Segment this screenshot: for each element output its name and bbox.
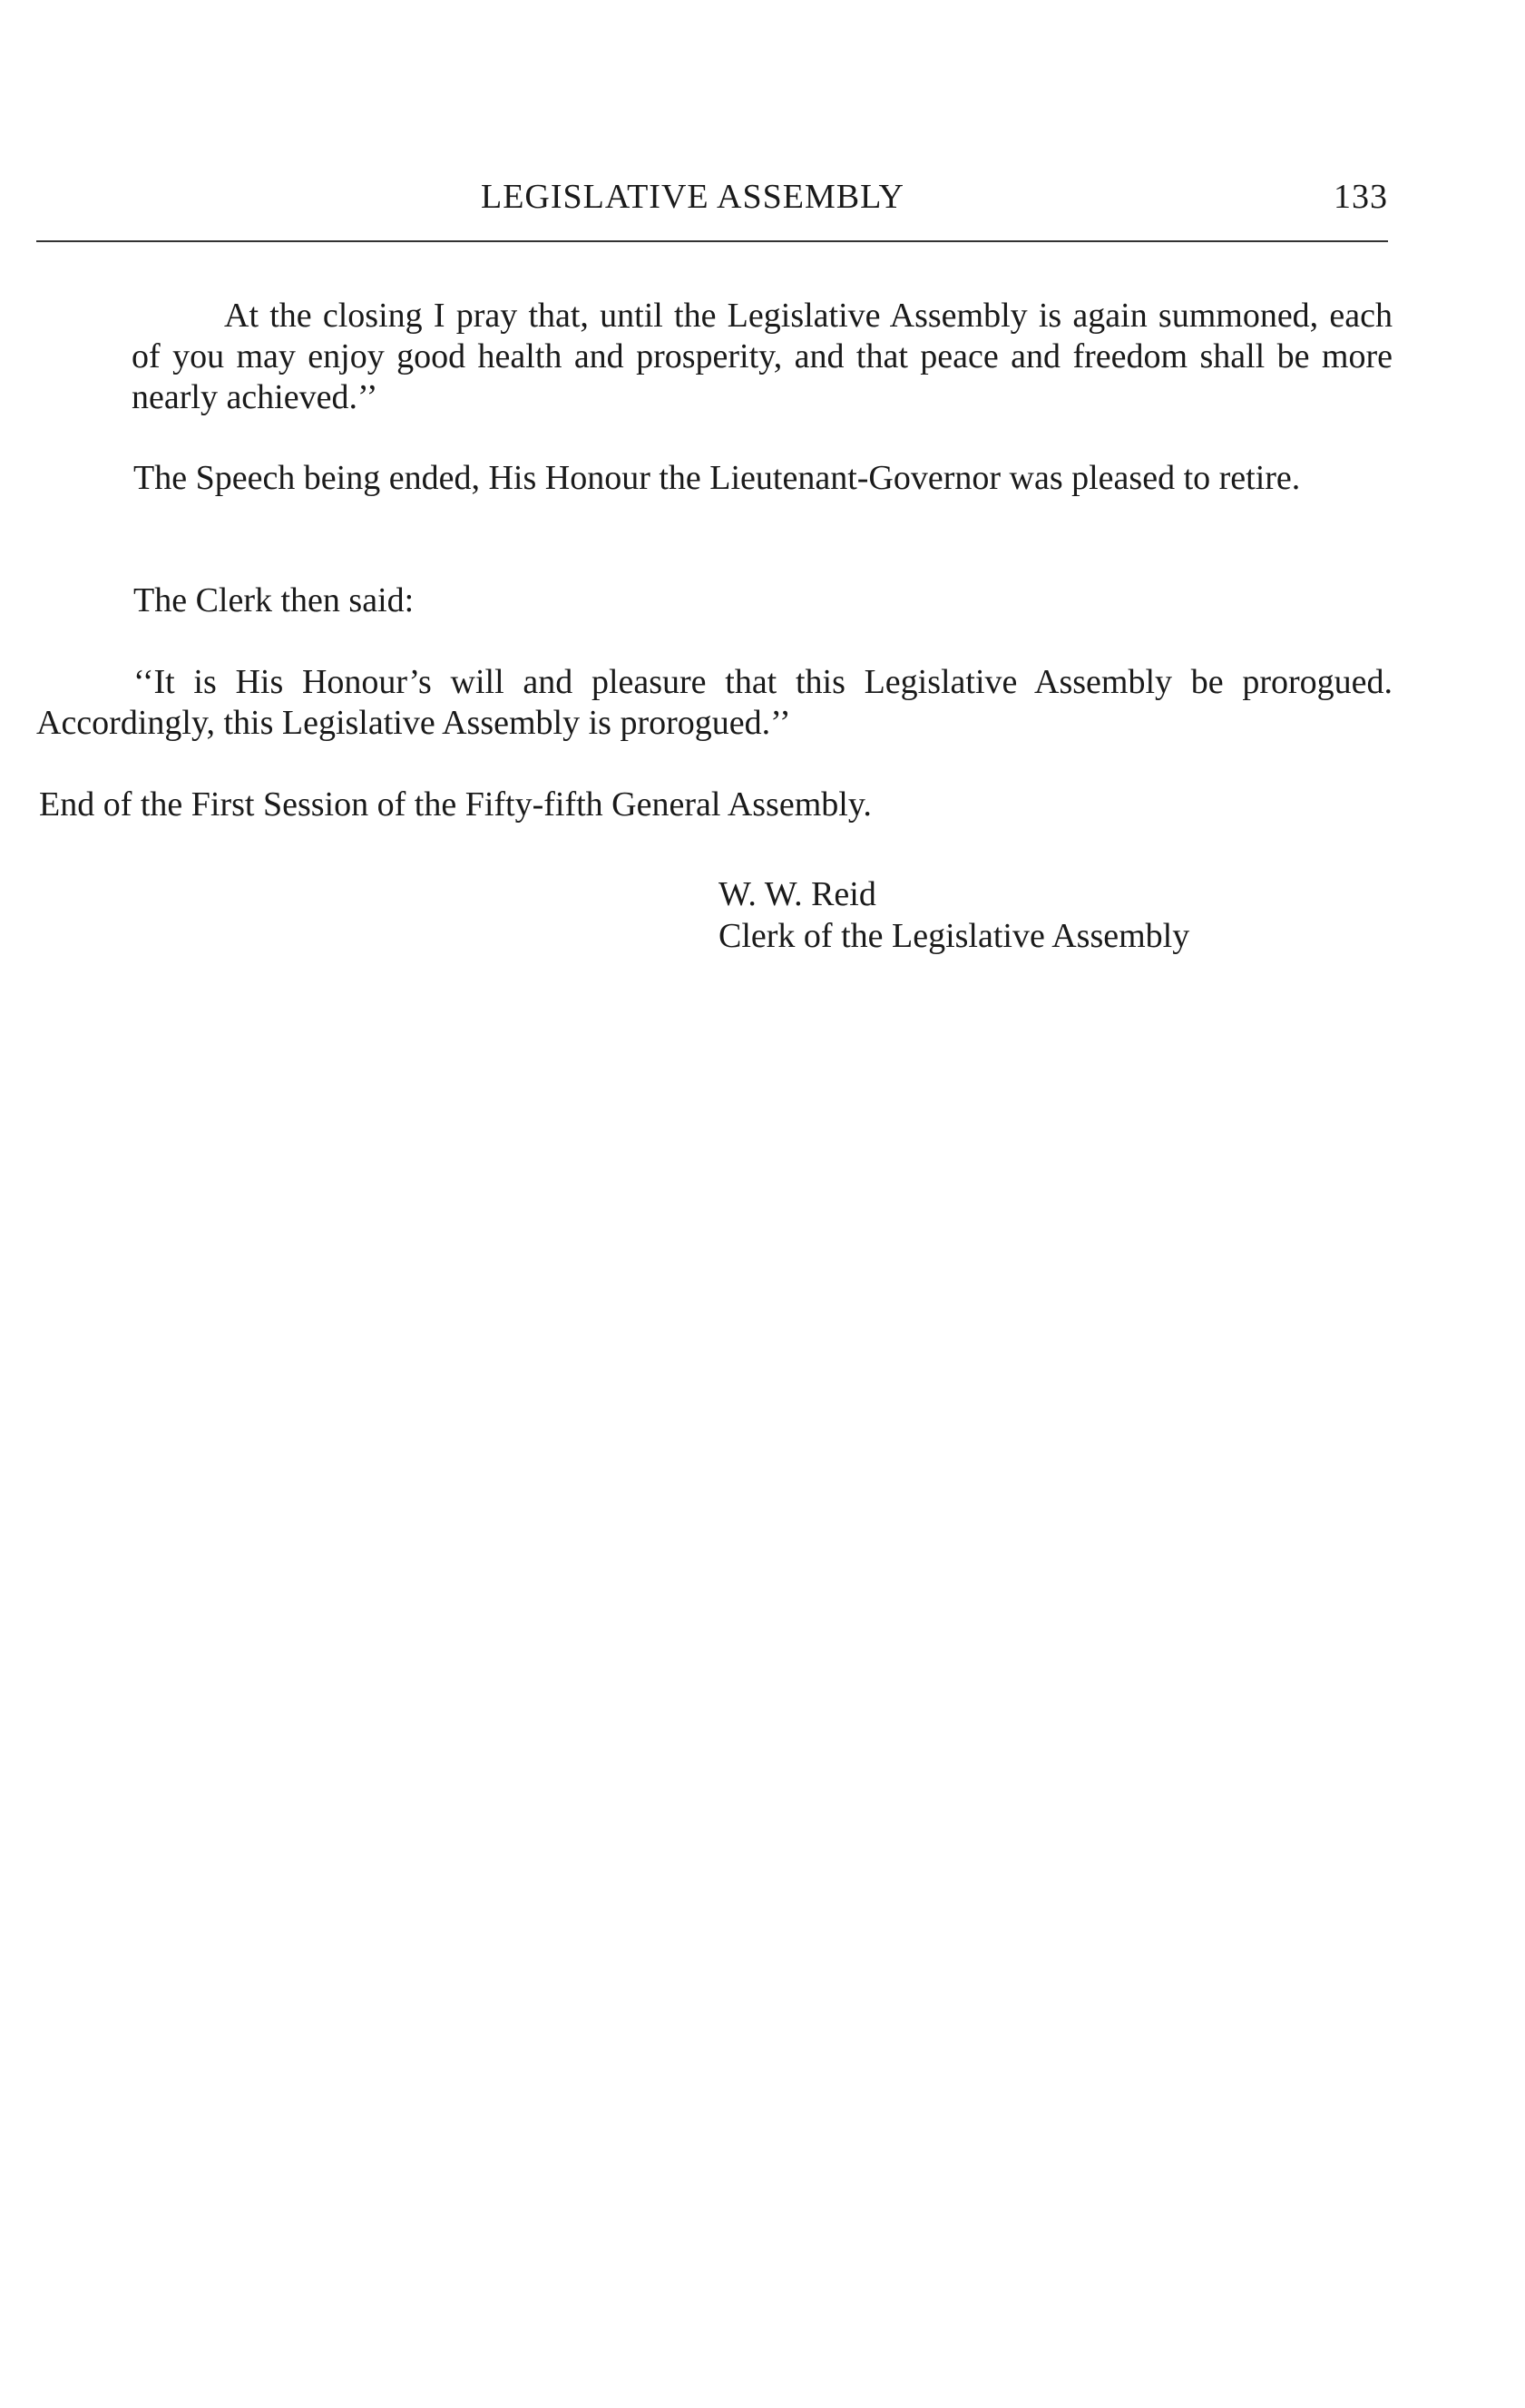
header-title: LEGISLATIVE ASSEMBLY [481, 178, 904, 216]
clerk-said-paragraph: The Clerk then said: [133, 581, 415, 619]
signature-block [719, 873, 1189, 957]
signatory-title: Clerk of the Legislative Assembly [719, 917, 1190, 955]
running-header [36, 177, 1388, 231]
closing-prayer-paragraph: At the closing I pray that, until the Legislative Assembly is again summoned, each of you may enjoy good health and prosperity, and that peace and freedom shall be more nearly achieved.’’ [132, 297, 1393, 416]
speech-ended-paragraph: The Speech being ended, His Honour the Lieutenant-Governor was pleased to retire. [133, 459, 1301, 497]
signatory-name: W. W. Reid [719, 875, 876, 913]
end-of-session-paragraph: End of the First Session of the Fifty-fifth General Assembly. [39, 785, 872, 824]
header-rule [36, 240, 1388, 242]
prorogation-paragraph: ‘‘It is His Honour’s will and pleasure that this Legislative Assembly be prorogued. Accordingly, this Legislative Assembly is prorogued.’’ [36, 663, 1393, 742]
page-number: 133 [1334, 178, 1388, 216]
